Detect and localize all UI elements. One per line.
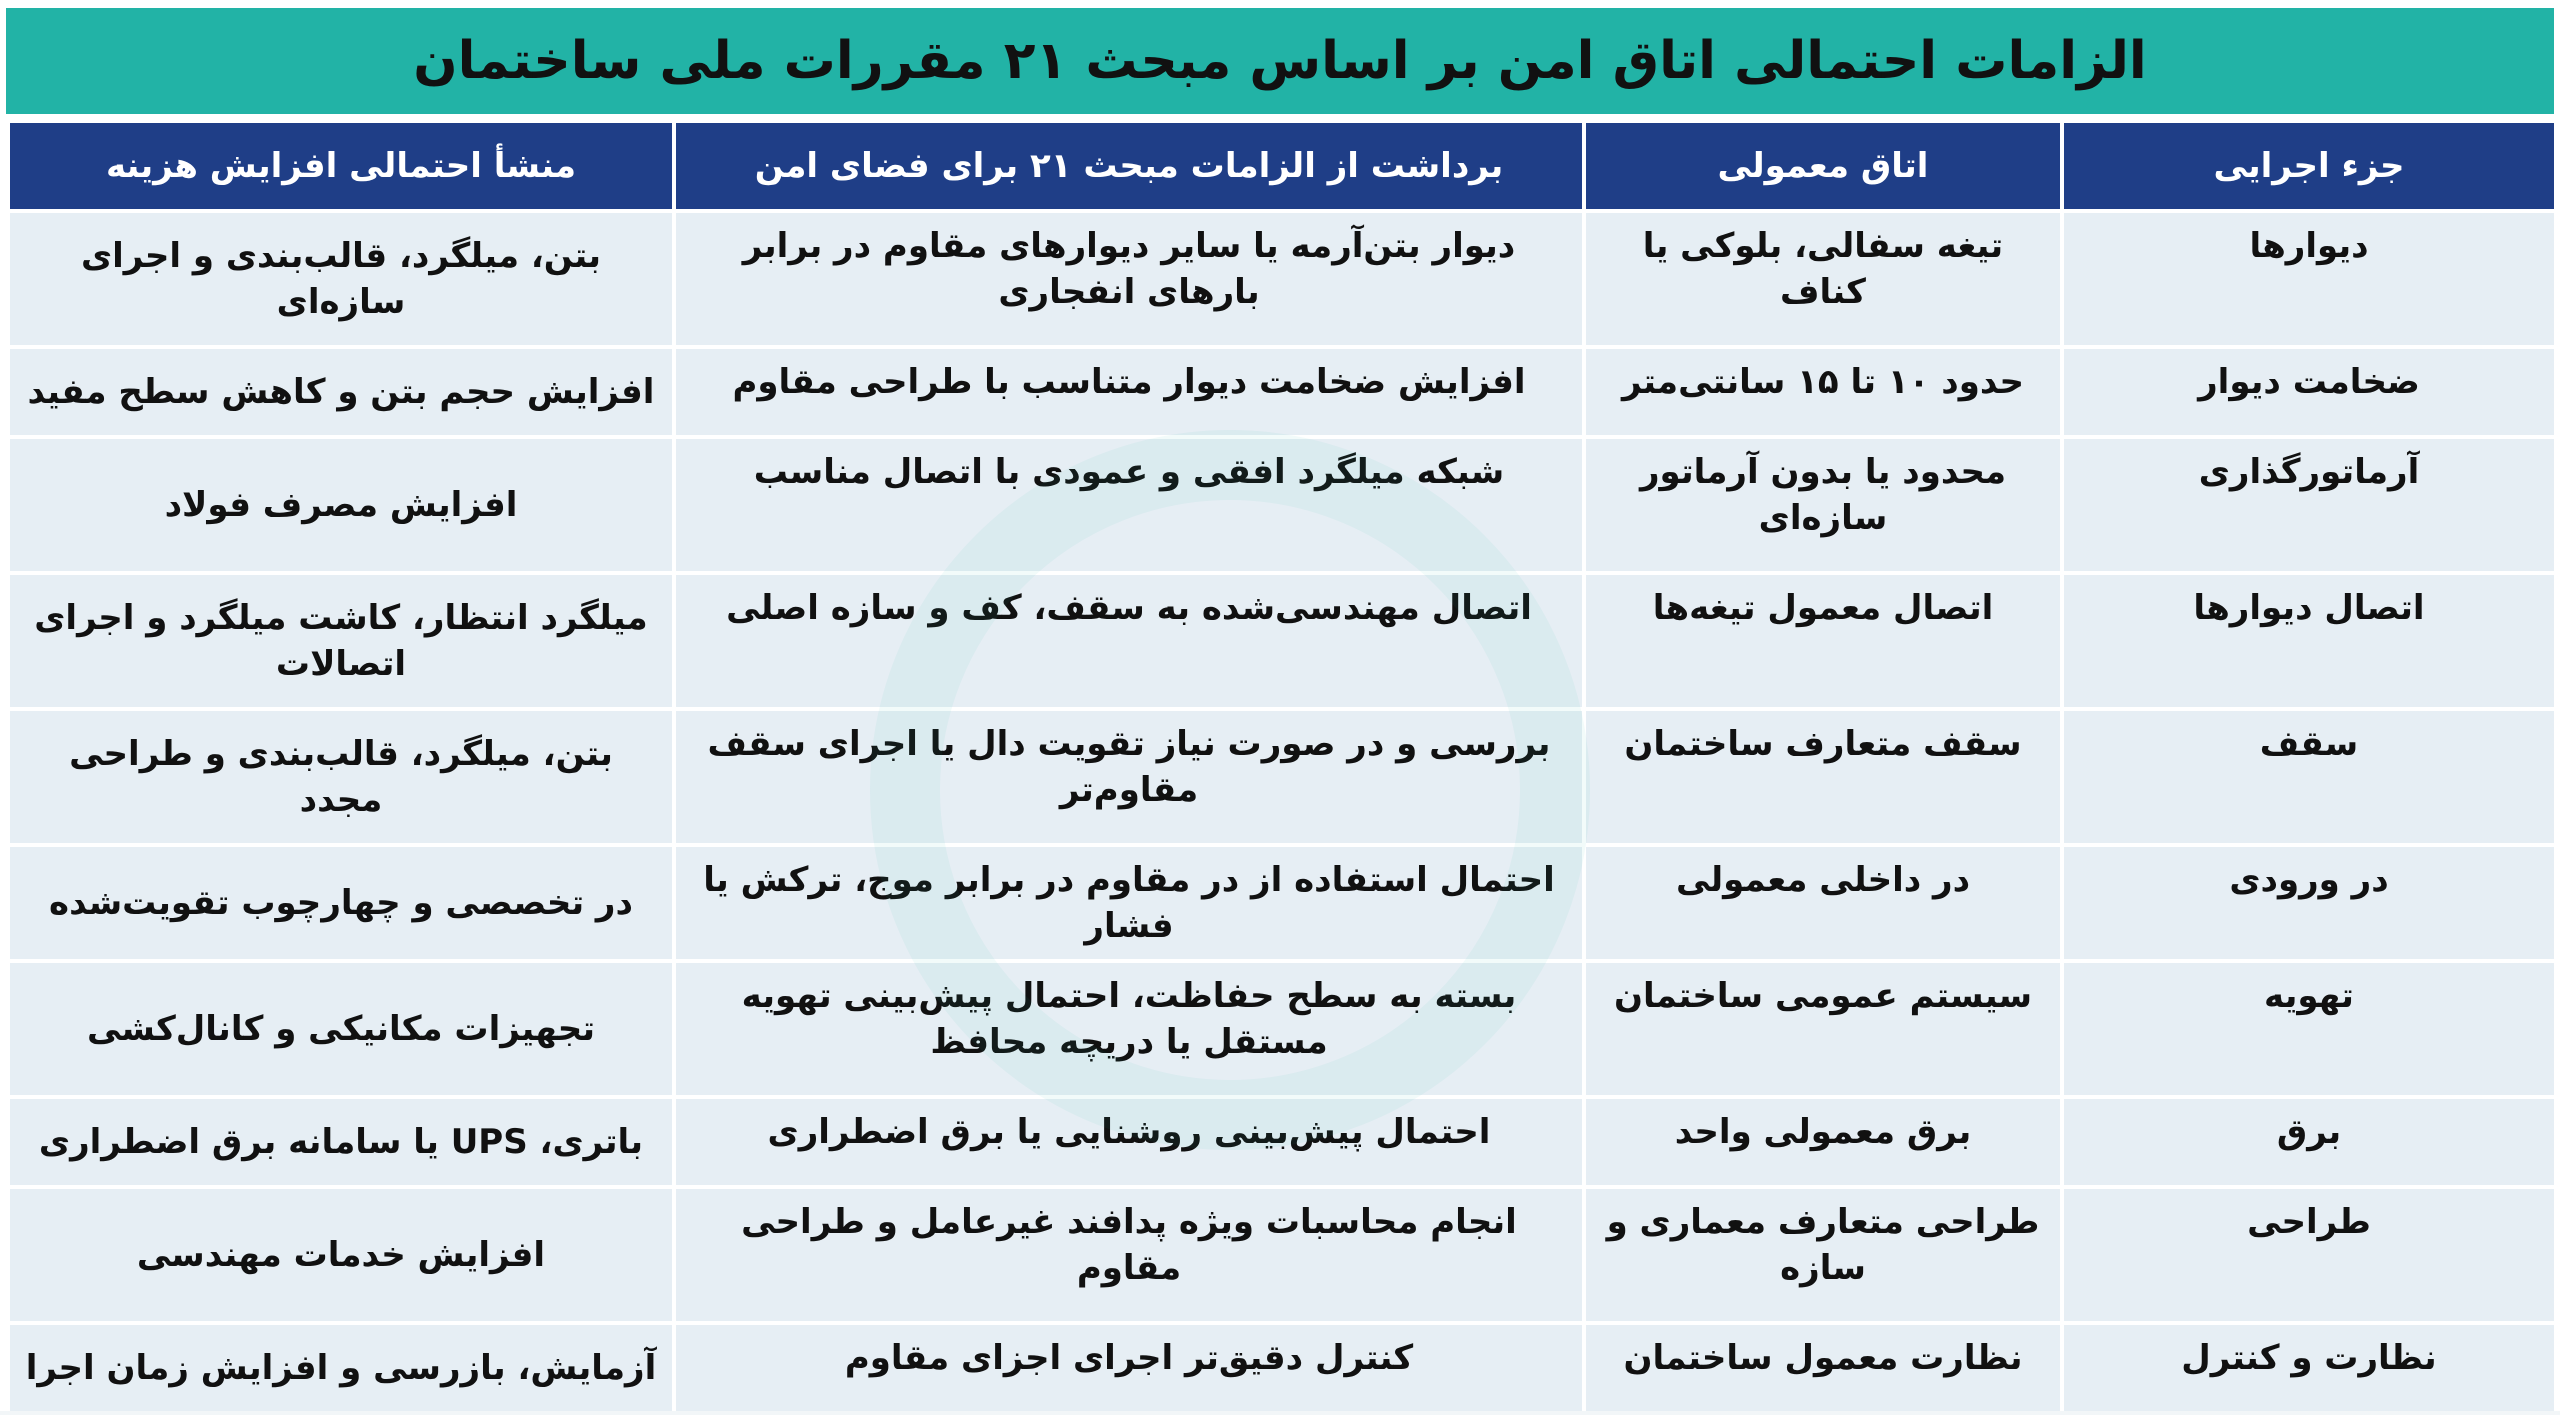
table-row: [10, 213, 2554, 345]
cell-cost-source: افزایش حجم بتن و کاهش سطح مفید: [10, 349, 672, 435]
cell-cost-source: بتن، میلگرد، قالب‌بندی و طراحی مجدد: [10, 711, 672, 843]
cell-part: دیوارها: [2064, 213, 2554, 345]
cell-cost-source: در تخصصی و چهارچوب تقویت‌شده: [10, 847, 672, 959]
cell-normal-room: در داخلی معمولی: [1586, 847, 2060, 959]
cell-normal-room: طراحی متعارف معماری و سازه: [1586, 1189, 2060, 1321]
cell-part: طراحی: [2064, 1189, 2554, 1321]
cell-part: اتصال دیوارها: [2064, 575, 2554, 707]
table-row: [10, 1189, 2554, 1321]
header-row: [10, 123, 2554, 209]
cell-cost-source: آزمایش، بازرسی و افزایش زمان اجرا: [10, 1325, 672, 1411]
cell-normal-room: برق معمولی واحد: [1586, 1099, 2060, 1185]
cell-cost-source: افزایش مصرف فولاد: [10, 439, 672, 571]
cell-cost-source: افزایش خدمات مهندسی: [10, 1189, 672, 1321]
table-row: [10, 847, 2554, 959]
cell-part: در ورودی: [2064, 847, 2554, 959]
table-row: [10, 1099, 2554, 1185]
cell-requirement: احتمال استفاده از در مقاوم در برابر موج، ترکش یا فشار: [676, 847, 1582, 959]
table-row: [10, 711, 2554, 843]
cell-requirement: بررسی و در صورت نیاز تقویت دال یا اجرای سقف مقاوم‌تر: [676, 711, 1582, 843]
cell-normal-room: نظارت معمول ساختمان: [1586, 1325, 2060, 1411]
cell-cost-source: تجهیزات مکانیکی و کانال‌کشی: [10, 963, 672, 1095]
cell-requirement: انجام محاسبات ویژه پدافند غیرعامل و طراحی مقاوم: [676, 1189, 1582, 1321]
cell-part: تهویه: [2064, 963, 2554, 1095]
cell-requirement: بسته به سطح حفاظت، احتمال پیش‌بینی تهویه مستقل یا دریچه محافظ: [676, 963, 1582, 1095]
cell-requirement: دیوار بتن‌آرمه یا سایر دیوارهای مقاوم در برابر بارهای انفجاری: [676, 213, 1582, 345]
cell-cost-source: بتن، میلگرد، قالب‌بندی و اجرای سازه‌ای: [10, 213, 672, 345]
table-row: [10, 575, 2554, 707]
cell-part: برق: [2064, 1099, 2554, 1185]
cell-part: نظارت و کنترل: [2064, 1325, 2554, 1411]
cell-part: ضخامت دیوار: [2064, 349, 2554, 435]
title-bar: [6, 8, 2554, 114]
cell-normal-room: حدود ۱۰ تا ۱۵ سانتی‌متر: [1586, 349, 2060, 435]
requirements-table: [6, 119, 2558, 1415]
cell-requirement: افزایش ضخامت دیوار متناسب با طراحی مقاوم: [676, 349, 1582, 435]
cell-requirement: احتمال پیش‌بینی روشنایی یا برق اضطراری: [676, 1099, 1582, 1185]
cell-normal-room: سیستم عمومی ساختمان: [1586, 963, 2060, 1095]
cell-part: سقف: [2064, 711, 2554, 843]
header-part: جزء اجرایی: [2064, 123, 2554, 209]
cell-requirement: اتصال مهندسی‌شده به سقف، کف و سازه اصلی: [676, 575, 1582, 707]
cell-requirement: شبکه میلگرد افقی و عمودی با اتصال مناسب: [676, 439, 1582, 571]
table-row: [10, 439, 2554, 571]
table-row: [10, 963, 2554, 1095]
header-requirement: برداشت از الزامات مبحث ۲۱ برای فضای امن: [676, 123, 1582, 209]
table-row: [10, 349, 2554, 435]
header-cost-source: منشأ احتمالی افزایش هزینه: [10, 123, 672, 209]
cell-normal-room: تیغه سفالی، بلوکی یا کناف: [1586, 213, 2060, 345]
cell-part: آرماتورگذاری: [2064, 439, 2554, 571]
page-title: الزامات احتمالی اتاق امن بر اساس مبحث ۲۱ مقررات ملی ساختمان: [413, 31, 2147, 91]
cell-cost-source: میلگرد انتظار، کاشت میلگرد و اجرای اتصالات: [10, 575, 672, 707]
cell-normal-room: اتصال معمول تیغه‌ها: [1586, 575, 2060, 707]
cell-normal-room: سقف متعارف ساختمان: [1586, 711, 2060, 843]
table-row: [10, 1325, 2554, 1411]
cell-requirement: کنترل دقیق‌تر اجرای اجزای مقاوم: [676, 1325, 1582, 1411]
header-normal-room: اتاق معمولی: [1586, 123, 2060, 209]
cell-normal-room: محدود یا بدون آرماتور سازه‌ای: [1586, 439, 2060, 571]
cell-cost-source: باتری، UPS یا سامانه برق اضطراری: [10, 1099, 672, 1185]
